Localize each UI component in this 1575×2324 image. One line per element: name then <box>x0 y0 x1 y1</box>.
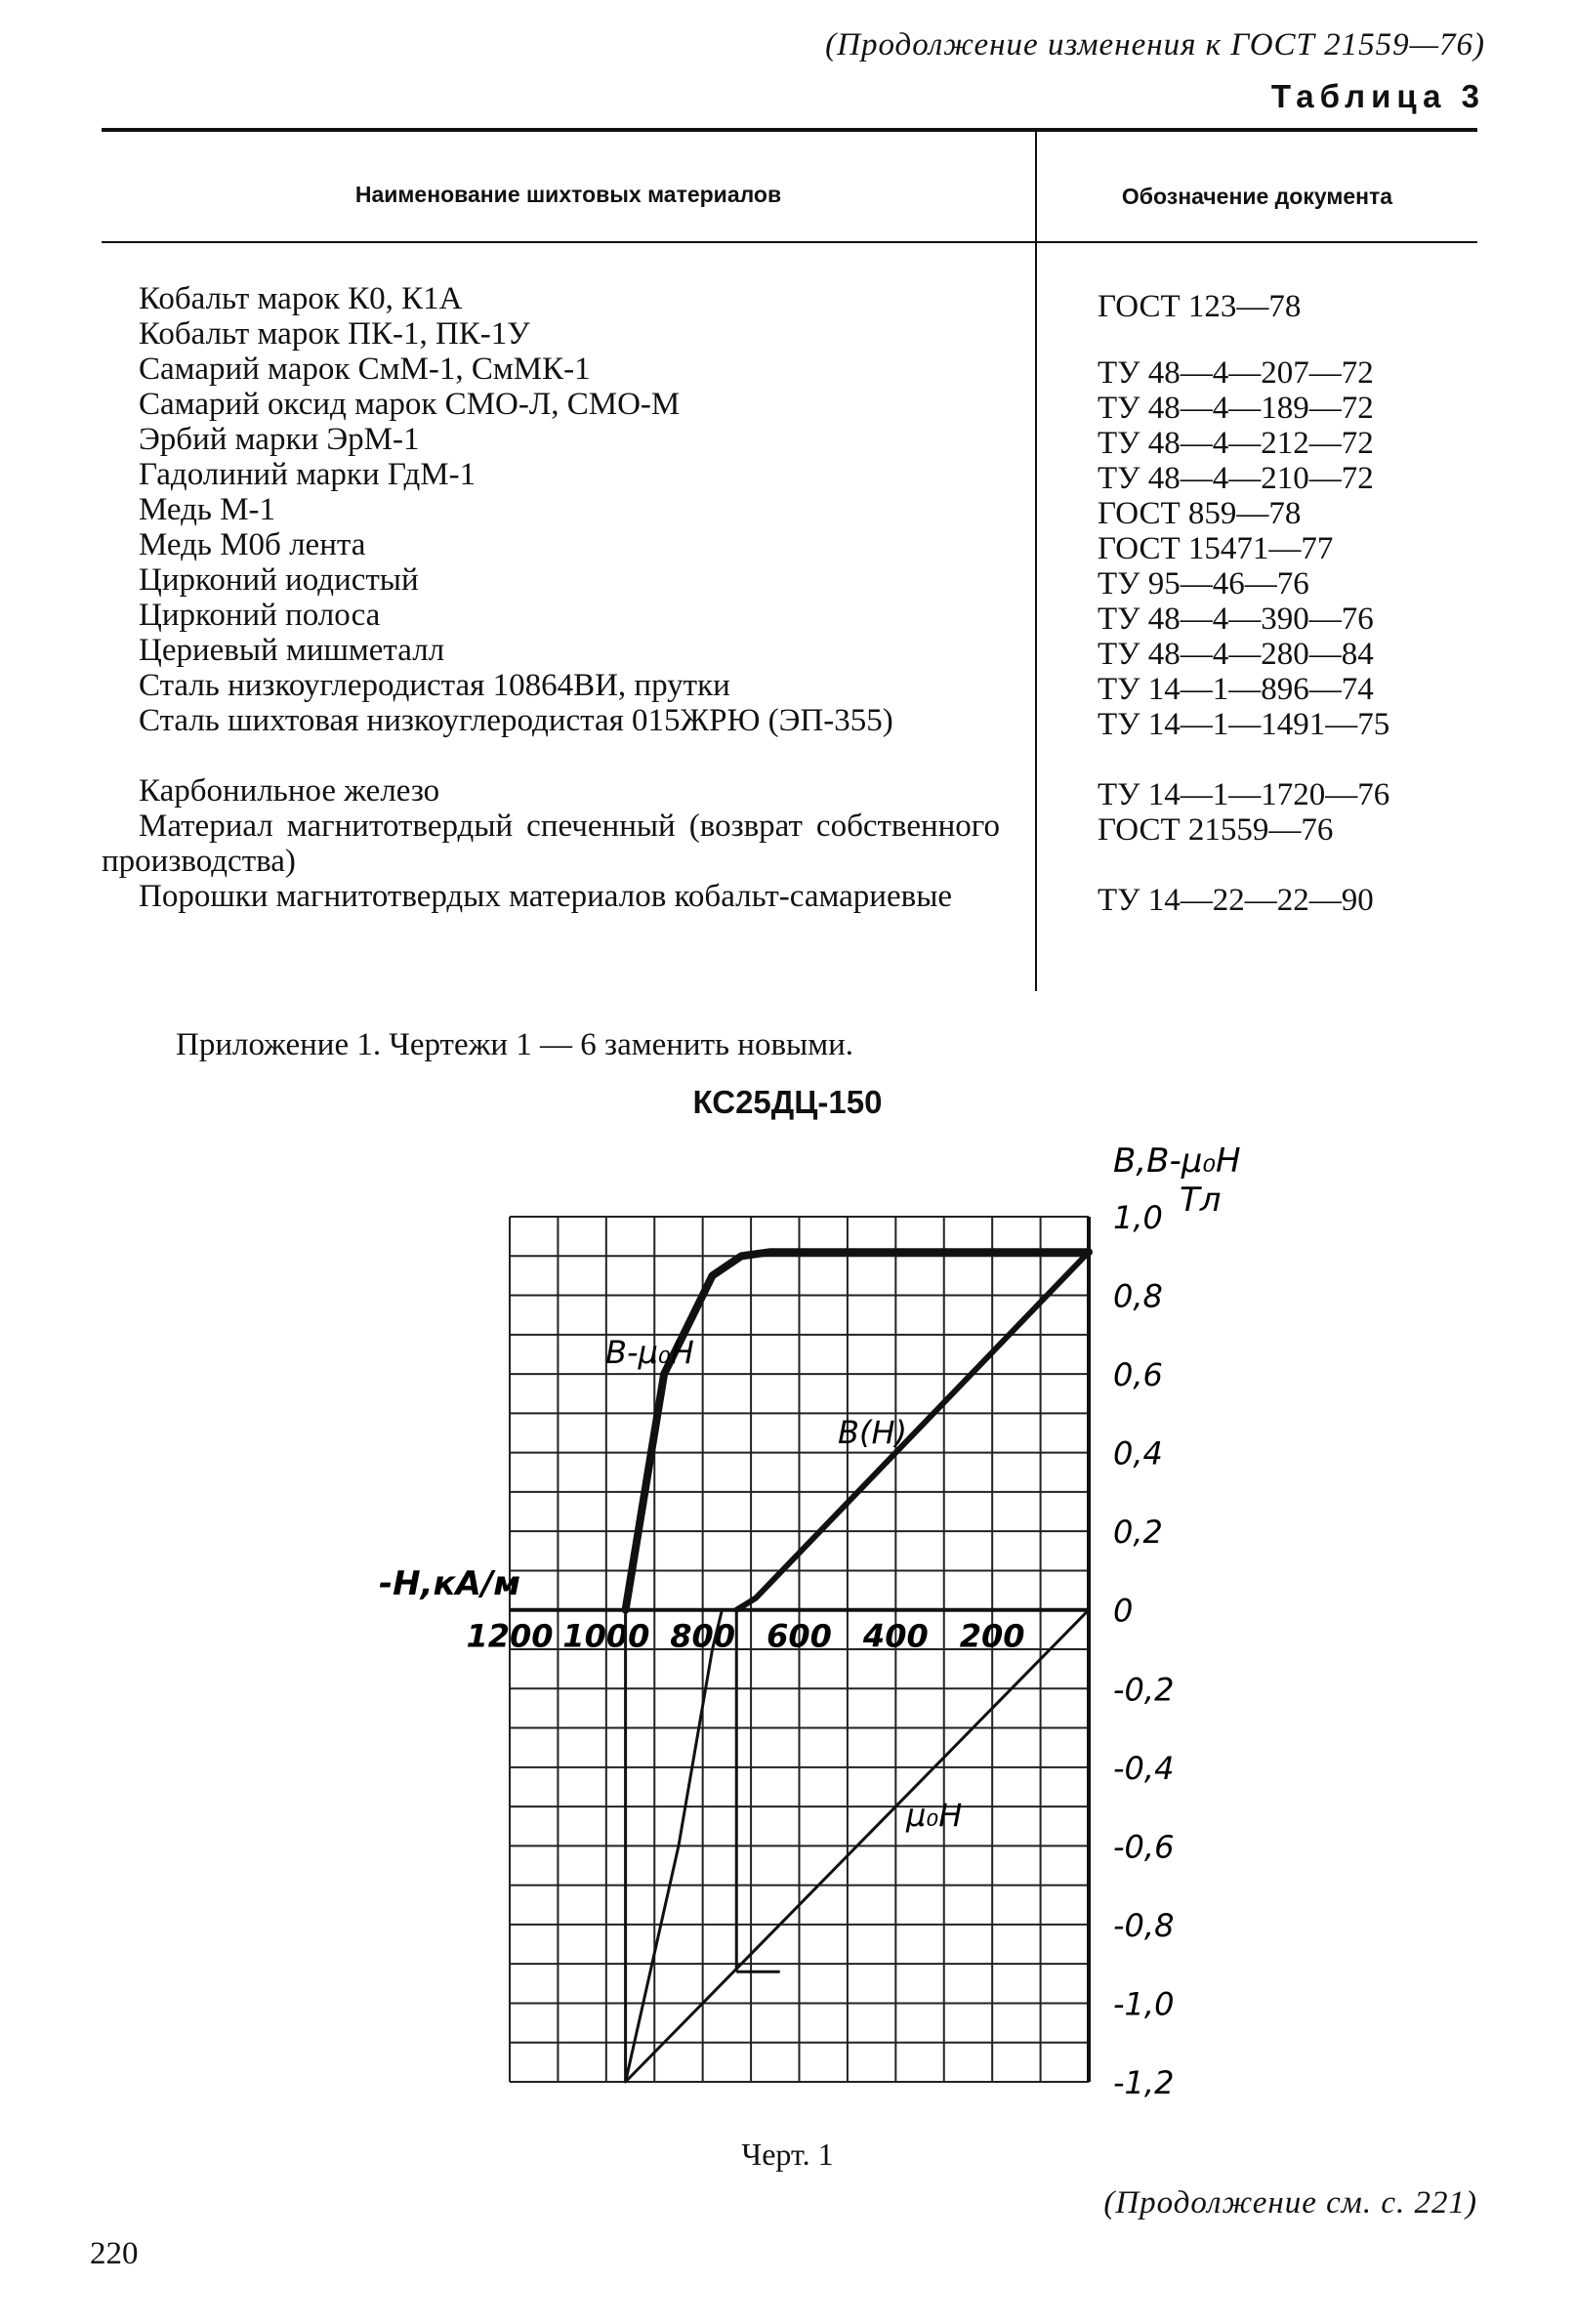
table-row-name: Медь М0б лента <box>139 527 366 562</box>
column-header-name: Наименование шихтовых материалов <box>354 182 782 207</box>
continuation-note: (Продолжение изменения к ГОСТ 21559—76) <box>825 27 1485 62</box>
x-tick-label: 1200 <box>466 1617 554 1655</box>
column-header-doc: Обозначение документа <box>1121 184 1393 209</box>
table-header-rule <box>102 241 1477 243</box>
table-row-doc: ГОСТ 859—78 <box>1098 496 1302 531</box>
annotation-b-h: В(Н) <box>838 1414 907 1451</box>
table-row-name: Кобальт марок К0, К1А <box>139 281 463 316</box>
table-row-name: Материал магнитотвердый спеченный (возврат собственного производства) <box>102 809 1000 879</box>
table-row-name: Цирконий полоса <box>139 598 381 633</box>
x-tick-label: 400 <box>862 1617 929 1655</box>
y-axis-label: В,В-μ₀Н <box>1113 1141 1241 1181</box>
table-row-doc: ТУ 95—46—76 <box>1098 566 1309 602</box>
appendix-note: Приложение 1. Чертежи 1 — 6 заменить новыми. <box>176 1027 854 1062</box>
table-row-doc: ТУ 14—1—896—74 <box>1098 672 1374 707</box>
y-tick-label: 0,4 <box>1113 1434 1163 1473</box>
x-tick-label: 600 <box>767 1617 832 1655</box>
table-row-doc: ТУ 48—4—390—76 <box>1098 602 1374 637</box>
chart-curves <box>626 1252 1089 2082</box>
x-axis-label: -H,кА/м <box>379 1564 521 1603</box>
table-row-doc: ТУ 14—22—22—90 <box>1098 883 1374 918</box>
chart-labels <box>379 1141 1241 1834</box>
table-row-doc: ТУ 14—1—1720—76 <box>1098 777 1390 812</box>
table-row-name: Самарий марок СмМ-1, СмМК-1 <box>139 352 591 387</box>
annotation-b-minus-mu0h: В-μ₀Н <box>605 1334 694 1371</box>
table-row-doc: ТУ 48—4—207—72 <box>1098 355 1374 391</box>
table-row-name: Цериевый мишметалл <box>139 633 445 668</box>
table-row-doc: ТУ 48—4—212—72 <box>1098 426 1374 461</box>
table-row-name: Эрбий марки ЭрМ-1 <box>139 422 420 457</box>
y-tick-label: -0,2 <box>1113 1671 1175 1709</box>
table-row-doc: ГОСТ 15471—77 <box>1098 531 1334 566</box>
annotation-mu0h: μ₀Н <box>906 1797 963 1834</box>
table-row-name: Цирконий иодистый <box>139 562 419 598</box>
table-row-doc: ГОСТ 123—78 <box>1098 289 1302 324</box>
table-row-name: Сталь шихтовая низкоуглеродистая 015ЖРЮ (ЭП-355) <box>139 703 893 738</box>
page-number: 220 <box>90 2236 139 2271</box>
table-row-name: Порошки магнитотвердых материалов кобальт-самариевые <box>139 879 953 914</box>
continuation-footer: (Продолжение см. с. 221) <box>1103 2185 1477 2220</box>
chart-title: КС25ДЦ-150 <box>692 1084 883 1120</box>
y-axis-unit: Тл <box>1180 1181 1222 1220</box>
table-row-doc: ТУ 14—1—1491—75 <box>1098 707 1390 742</box>
x-tick-label: 800 <box>670 1617 736 1655</box>
table-top-rule <box>102 128 1477 132</box>
x-tick-label: 200 <box>959 1617 1025 1655</box>
figure-caption: Черт. 1 <box>741 2137 834 2172</box>
table-row-name: Медь М-1 <box>139 492 276 527</box>
y-tick-label: -0,6 <box>1113 1828 1175 1866</box>
series-line-b-h <box>736 1252 1089 1610</box>
y-tick-label: -0,4 <box>1113 1749 1175 1787</box>
y-tick-label: -1,0 <box>1113 1985 1175 2023</box>
table-row-doc: ТУ 48—4—210—72 <box>1098 461 1374 496</box>
table-row-name: Гадолиний марки ГдМ-1 <box>139 457 477 492</box>
table-row-name: Самарий оксид марок СМО-Л, СМО-М <box>139 387 681 422</box>
y-tick-label: 0,6 <box>1113 1356 1163 1394</box>
y-tick-label: 0 <box>1113 1592 1134 1630</box>
x-tick-label: 1000 <box>562 1617 650 1655</box>
y-tick-label: 1,0 <box>1113 1199 1163 1236</box>
table-label: Таблица 3 <box>1270 78 1485 114</box>
table-row-name: Сталь низкоуглеродистая 10864ВИ, прутки <box>139 668 730 703</box>
table-row-doc: ГОСТ 21559—76 <box>1098 812 1334 848</box>
y-tick-label: -0,8 <box>1113 1906 1175 1944</box>
table-row-doc: ТУ 48—4—280—84 <box>1098 637 1374 672</box>
y-tick-label: 0,8 <box>1113 1277 1163 1315</box>
y-tick-label: -1,2 <box>1113 2064 1175 2101</box>
y-tick-label: 0,2 <box>1113 1514 1163 1552</box>
table-row-name: Кобальт марок ПК-1, ПК-1У <box>139 316 530 352</box>
table-row-name: Карбонильное железо <box>139 773 440 809</box>
table-row-doc: ТУ 48—4—189—72 <box>1098 391 1374 426</box>
bh-chart <box>0 1123 1575 2138</box>
